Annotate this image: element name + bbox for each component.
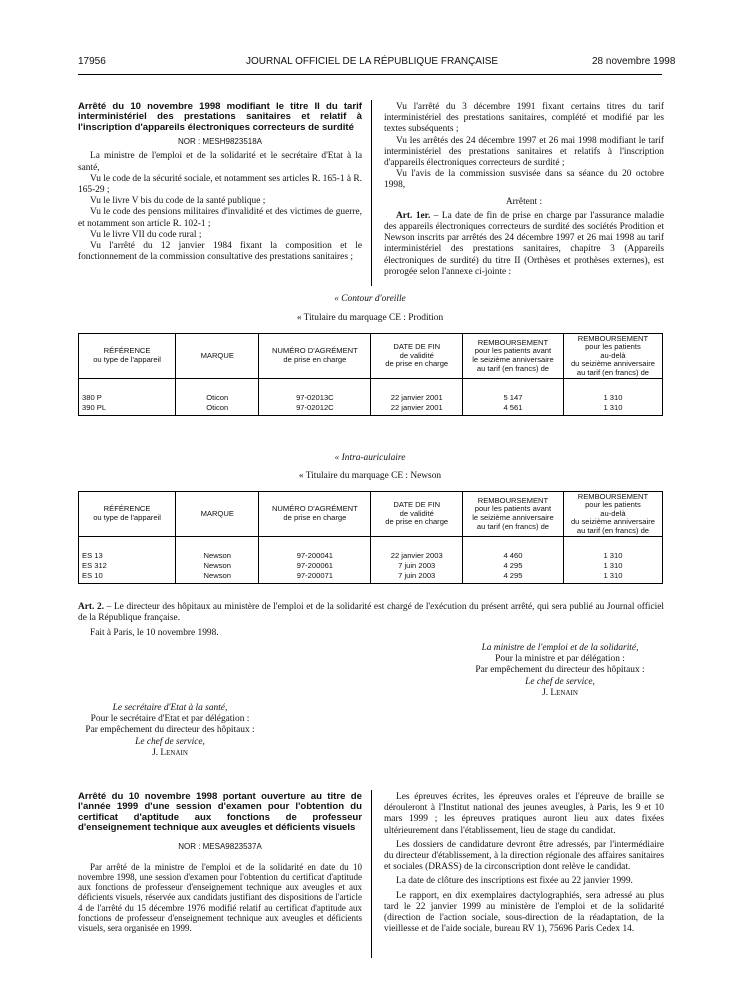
- cell-agrement: 97-02012C: [259, 403, 371, 416]
- col-header-remb-apres: REMBOURSEMENT pour les patients au-delà du seizième anniversaire au tarif (en francs) de: [563, 334, 662, 379]
- signature-line: La ministre de l'emploi et de la solidarité,: [481, 643, 639, 653]
- table-row: [79, 393, 663, 403]
- table-row: [79, 551, 663, 561]
- cell-date-fin: 7 juin 2003: [371, 561, 463, 571]
- col-header-date-fin: DATE DE FIN de validité de prise en charge: [371, 492, 463, 537]
- table-spacer: [79, 379, 663, 394]
- cell-agrement: 97-200071: [259, 571, 371, 584]
- signature-line: Par empêchement du directeur des hôpitaux :: [85, 725, 255, 736]
- column-divider: [371, 790, 372, 958]
- table-header-row: [79, 334, 663, 379]
- cell-reference: ES 312: [79, 561, 176, 571]
- section2-heading: « Intra-auriculaire: [334, 453, 406, 463]
- cell-remb-avant: 4 460: [463, 551, 564, 561]
- arrete1-title: Arrêté du 10 novembre 1998 modifiant le titre II du tarif interministériel des prestations sanitaires et relatif à l'inscription d'appareils électroniques correcteurs de surdité: [78, 101, 362, 133]
- arrete2-nor: NOR : MESA9823537A: [178, 841, 262, 851]
- cell-reference: ES 10: [79, 571, 176, 584]
- article-1-label: Art. 1er.: [396, 210, 431, 221]
- cell-remb-apres: 1 310: [563, 561, 662, 571]
- arrete2-para: Le rapport, en dix exemplaires dactylographiés, sera adressé au plus tard le 22 janvier 1999 au ministère de l'emploi et de la solidarité (direction de l'action sociale, sous-direction de la réadaptation, de la vieillesse et de l'aide sociale, bureau RV 1), 75696 Paris Cedex 14.: [384, 890, 664, 935]
- cell-remb-apres: 1 310: [563, 551, 662, 561]
- arrete1-para: Vu le code de la sécurité sociale, et notamment ses articles R. 165-1 à R. 165-29 ;: [78, 173, 363, 196]
- col-header-remb-avant: REMBOURSEMENT pour les patients avant le seizième anniversaire au tarif (en francs) de: [463, 334, 564, 379]
- cell-remb-avant: 4 295: [463, 561, 564, 571]
- arrete2-title: Arrêté du 10 novembre 1998 portant ouverture au titre de l'année 1999 d'une session d'examen pour l'obtention du certificat d'aptitude aux fonctions de professeur d'enseignement technique aux aveugles et déficients visuels: [78, 791, 362, 834]
- signature-name: J. Lenain: [542, 687, 578, 698]
- cell-date-fin: 22 janvier 2001: [371, 403, 463, 416]
- table-header-row: [79, 492, 663, 537]
- section1-heading: « Contour d'oreille: [334, 294, 406, 304]
- cell-remb-avant: 4 295: [463, 571, 564, 584]
- col-header-reference: RÉFÉRENCE ou type de l'appareil: [79, 334, 176, 379]
- arrete1-nor: NOR : MESH9823518A: [177, 137, 263, 147]
- cell-reference: 380 P: [79, 393, 176, 403]
- annex-table-contour: [78, 333, 663, 416]
- table-row: [79, 571, 663, 584]
- arrete1-left-column: [78, 102, 362, 263]
- arrete1-para: Vu le livre V bis du code de la santé publique ;: [90, 196, 266, 207]
- cell-agrement: 97-02013C: [259, 393, 371, 403]
- arrete1-para: Vu l'avis de la commission susvisée dans sa séance du 20 octobre 1998,: [384, 169, 664, 191]
- article-2-text: – Le directeur des hôpitaux au ministère de l'emploi et de la solidarité est chargé de l'exécution du présent arrêté, qui sera publié au Journal officiel de la République française.: [78, 602, 665, 624]
- cell-marque: Newson: [176, 571, 259, 584]
- cell-agrement: 97-200061: [259, 561, 371, 571]
- arrete2-right-column: [384, 792, 664, 935]
- arrete2-para: Par arrêté de la ministre de l'emploi et de la solidarité en date du 10 novembre 1998, une session d'examen pour l'obtention du certificat d'aptitude aux fonctions de professeur d'enseignement technique aux aveugles et aux déficients visuels, réservée aux candidats justifiant des dispositions de l'article 4 de l'arrêté du 15 décembre 1976 modifié relatif au certificat d'aptitude aux fonctions de professeur d'enseignement technique aux aveugles et déficients visuels, sera organisée en 1999.: [78, 861, 362, 934]
- arrete1-para: Vu l'arrêté du 12 janvier 1984 fixant la composition et le fonctionnement de la commission consultative des prestations sanitaires ;: [78, 241, 362, 263]
- cell-remb-apres: 1 310: [563, 403, 662, 416]
- column-divider: [371, 100, 372, 286]
- arrete1-right-column: [384, 102, 664, 278]
- col-header-marque: MARQUE: [176, 334, 259, 379]
- table-spacer: [79, 537, 663, 552]
- arrete1-para: Vu les arrêtés des 24 décembre 1997 et 26 mai 1998 modifiant le tarif interministériel des prestations sanitaires et relatifs à l'inscription d'appareils électroniques correcteurs de surdité ;: [384, 135, 664, 169]
- cell-date-fin: 22 janvier 2001: [371, 393, 463, 403]
- arrete1-para: Vu l'arrêté du 3 décembre 1991 fixant certains titres du tarif interministériel des prestations sanitaires, complété et modifié par les textes subséquents ;: [384, 102, 664, 135]
- cell-marque: Oticon: [176, 403, 259, 416]
- cell-date-fin: 22 janvier 2003: [371, 551, 463, 561]
- col-header-reference: RÉFÉRENCE ou type de l'appareil: [79, 492, 176, 537]
- signature-line: Le secrétaire d'Etat à la santé,: [112, 703, 228, 713]
- arrete2-left-column: [78, 792, 362, 933]
- arrete1-para: Vu le livre VII du code rural ;: [90, 229, 202, 240]
- page-number: 17956: [78, 56, 106, 67]
- table-row: [79, 561, 663, 571]
- cell-reference: 390 PL: [79, 403, 176, 416]
- signature-name: J. Lenain: [152, 747, 188, 758]
- arrete2-para: La date de clôture des inscriptions est fixée au 22 janvier 1999.: [396, 876, 633, 887]
- journal-title: JOURNAL OFFICIEL DE LA RÉPUBLIQUE FRANÇAISE: [246, 56, 499, 67]
- col-header-date-fin: DATE DE FIN de validité de prise en charge: [371, 334, 463, 379]
- header-rule: [78, 74, 662, 75]
- signature-line: Pour la ministre et par délégation :: [495, 654, 625, 665]
- signature-line: Le chef de service,: [525, 676, 595, 687]
- col-header-marque: MARQUE: [176, 492, 259, 537]
- arrete2-para: Les épreuves écrites, les épreuves orales et l'épreuve de braille se dérouleront à l'Institut national des jeunes aveugles, à Paris, les 9 et 10 mars 1999 ; les épreuves pratiques auront lieu aux dates fixées ultérieurement dans l'établissement, lieu de stage du candidat.: [384, 792, 664, 836]
- cell-remb-apres: 1 310: [563, 571, 662, 584]
- cell-date-fin: 7 juin 2003: [371, 571, 463, 584]
- arrete1-para: La ministre de l'emploi et de la solidarité et le secrétaire d'Etat à la santé,: [78, 151, 362, 173]
- signature-ministre: [430, 643, 690, 699]
- article-1: [384, 211, 664, 278]
- fait-a-paris: Fait à Paris, le 10 novembre 1998.: [90, 628, 219, 639]
- annex-table-intra: [78, 491, 663, 584]
- cell-remb-avant: 4 561: [463, 403, 564, 416]
- article-2-label: Art. 2.: [78, 602, 105, 612]
- article-1-text: – La date de fin de prise en charge par l'assurance maladie des appareils électroniques correcteurs de surdité des sociétés Prodition et Newson inscrits par arrêtés des 24 décembre 1997 et 26 mai 1998 au tarif interministériel des prestations sanitaires, chapitre 3 (Appareils électroniques de surdité) du titre II (Orthèses et prothèses externes), est prorogée selon l'annexe ci-jointe :: [384, 210, 665, 277]
- signature-line: Par empêchement du directeur des hôpitaux :: [475, 665, 645, 676]
- cell-remb-apres: 1 310: [563, 393, 662, 403]
- table-row: [79, 403, 663, 416]
- article-2: [78, 602, 664, 640]
- col-header-remb-avant: REMBOURSEMENT pour les patients avant le seizième anniversaire au tarif (en francs) de: [463, 492, 564, 537]
- header-date: 28 novembre 1998: [592, 56, 676, 67]
- signature-line: Le chef de service,: [135, 736, 205, 747]
- signature-line: Pour le secrétaire d'Etat et par délégation :: [90, 714, 250, 725]
- col-header-agrement: NUMÉRO D'AGRÉMENT de prise en charge: [259, 492, 371, 537]
- section1-titulaire: « Titulaire du marquage CE : Prodition: [296, 313, 444, 323]
- arrete1-para: Vu le code des pensions militaires d'invalidité et des victimes de guerre, et notamment son article R. 102-1 ;: [78, 207, 362, 229]
- signature-secretaire: [40, 703, 300, 759]
- arrete2-para: Les dossiers de candidature devront être adressés, par l'intermédiaire du directeur d'établissement, à la direction régionale des affaires sanitaires et sociales (DRASS) de la circonscription dont relève le candidat.: [384, 839, 664, 873]
- cell-remb-avant: 5 147: [463, 393, 564, 403]
- cell-marque: Oticon: [176, 393, 259, 403]
- cell-marque: Newson: [176, 551, 259, 561]
- col-header-agrement: NUMÉRO D'AGRÉMENT de prise en charge: [259, 334, 371, 379]
- section2-titulaire: « Titulaire du marquage CE : Newson: [298, 471, 442, 481]
- col-header-remb-apres: REMBOURSEMENT pour les patients au-delà du seizième anniversaire au tarif (en francs) de: [563, 492, 662, 537]
- cell-agrement: 97-200041: [259, 551, 371, 561]
- cell-reference: ES 13: [79, 551, 176, 561]
- cell-marque: Newson: [176, 561, 259, 571]
- arretent: Arrêtent :: [505, 196, 543, 207]
